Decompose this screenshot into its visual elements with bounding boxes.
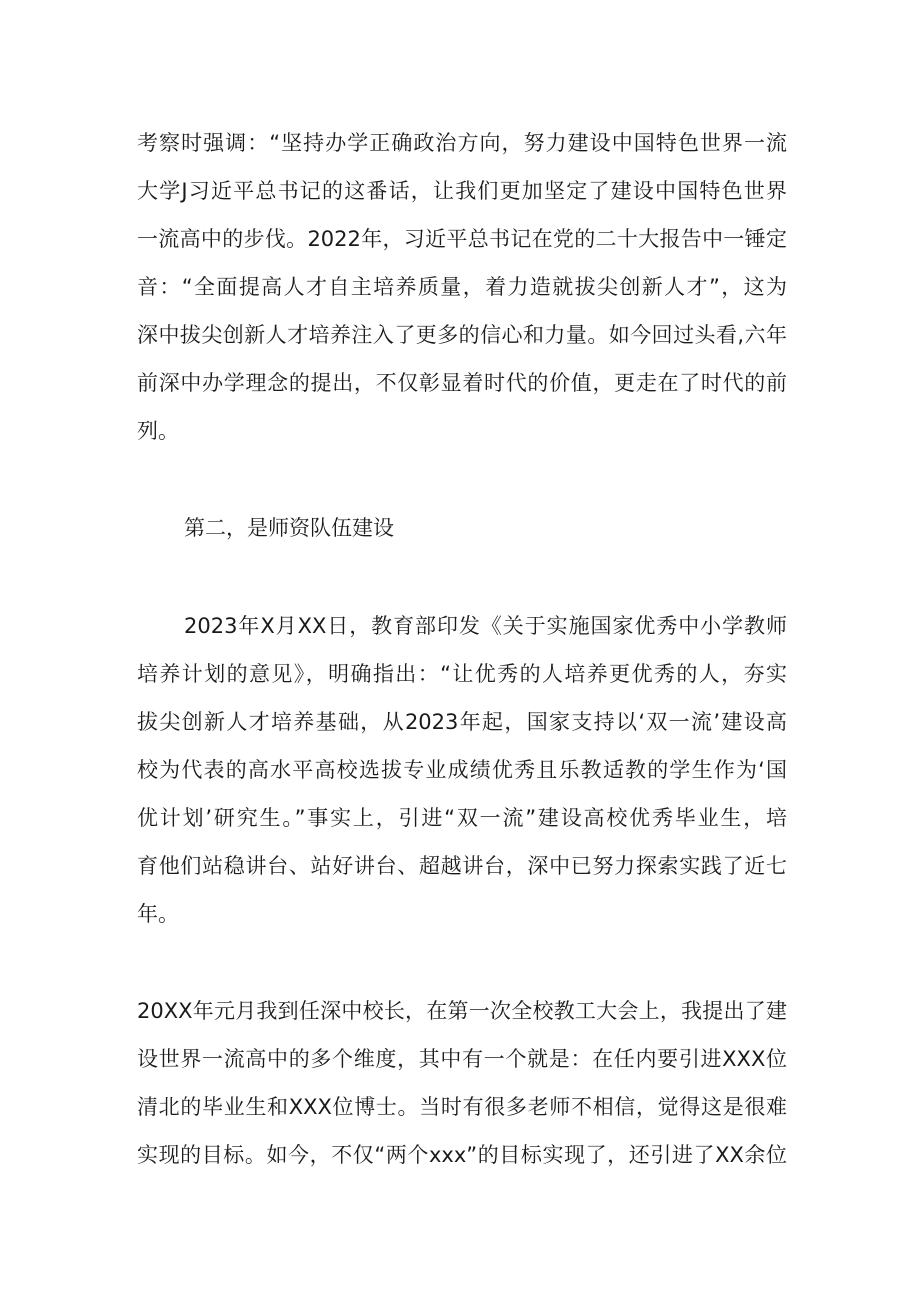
- paragraph-line: 考察时强调：“坚持办学正确政治方向，努力建设中国特色世界一流: [137, 131, 787, 155]
- paragraph-line: 2023年X月XX日，教育部印发《关于实施国家优秀中小学教师: [184, 614, 787, 638]
- paragraph-line: 20XX年元月我到任深中校长，在第一次全校教工大会上，我提出了建: [137, 999, 787, 1023]
- paragraph-line: 优计划’研究生。”事实上，引进“双一流”建设高校优秀毕业生，培: [137, 806, 787, 830]
- paragraph-line: 音：“全面提高人才自主培养质量，着力造就拔尖创新人才”，这为: [137, 275, 787, 299]
- paragraph-line: 培养计划的意见》，明确指出：“让优秀的人培养更优秀的人，夯实: [137, 662, 787, 686]
- section-heading: 第二，是师资队伍建设: [184, 516, 394, 540]
- paragraph-line: 拔尖创新人才培养基础，从2023年起，国家支持以‘双一流’建设高: [137, 710, 787, 734]
- paragraph-line: 校为代表的高水平高校选拔专业成绩优秀且乐教适教的学生作为‘国: [137, 758, 787, 782]
- paragraph-line: 育他们站稳讲台、站好讲台、超越讲台，深中已努力探索实践了近七: [137, 854, 787, 878]
- paragraph-line: 清北的毕业生和XXX位博士。当时有很多老师不相信，觉得这是很难: [137, 1095, 787, 1119]
- paragraph-line: 设世界一流高中的多个维度，其中有一个就是：在任内要引进XXX位: [137, 1047, 787, 1071]
- paragraph-line: 大学J习近平总书记的这番话，让我们更加坚定了建设中国特色世界: [137, 179, 787, 203]
- paragraph-line: 深中拔尖创新人才培养注入了更多的信心和力量。如今回过头看,六年: [137, 323, 787, 347]
- paragraph-line: 一流高中的步伐。2022年，习近平总书记在党的二十大报告中一锤定: [137, 227, 787, 251]
- paragraph-line: 实现的目标。如今，不仅“两个xxx”的目标实现了，还引进了XX余位: [137, 1143, 787, 1167]
- paragraph-line: 列。: [137, 419, 179, 443]
- paragraph-line: 年。: [137, 902, 179, 926]
- paragraph-line: 前深中办学理念的提出，不仅彰显着时代的价值，更走在了时代的前: [137, 371, 787, 395]
